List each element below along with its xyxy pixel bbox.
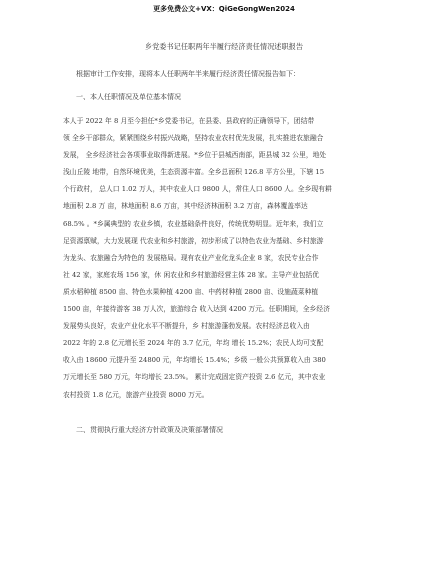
promo-banner: 更多免费公文+VX：QiGeGongWen2024 (153, 5, 295, 13)
body-line: 为龙头、农旅融合为特色的 发展格局。现有农业产业化龙头企业 8 家，农民专业合作 (63, 253, 319, 262)
body-line: 发展势头良好，农业产业化水平不断提升，乡 村旅游蓬勃发展。农村经济总收入由 (63, 322, 310, 331)
body-line: 收入由 18600 元提升至 24800 元，年均增长 15.4%；乡级 一般公共预算收入由 380 (63, 356, 326, 365)
body-line: 地面积 2.8 万 亩，林地面积 8.6 万亩，其中经济林面积 3.2 万亩，森林覆盖率达 (63, 202, 308, 211)
body-line: 社 42 家，家庭农场 156 家，休 闲农业和乡村旅游经营主体 28 家。主导产业包括优 (63, 270, 320, 279)
body-line: 质水稻种植 8500 亩、特色水果种植 4200 亩、中药材种植 2800 亩、设施蔬菜种植 (63, 287, 319, 296)
section-1-body (63, 113, 393, 404)
body-line: 68.5% 。*乡属典型的 农业乡镇，农业基础条件良好，传统优势明显。近年来，我们立 (63, 219, 324, 228)
body-line: 发展， 全乡经济社会各项事业取得新进展。*乡位于县城西南部，距县城 32 公里，地处 (63, 151, 327, 160)
section-1-heading: 一、本人任职情况及单位基本情况 (76, 93, 181, 101)
section-2-heading: 二、贯彻执行重大经济方针政策及决策部署情况 (76, 426, 223, 434)
body-line: 浅山丘陵 地带，自然环境优美，生态资源丰富。全乡总面积 126.8 平方公里，下辖 15 (63, 168, 325, 177)
body-line: 1500 亩，年接待游客 38 万人次，旅游综合 收入达到 4200 万元。任职期间，全乡经济 (63, 305, 330, 314)
intro-paragraph: 根据审计工作安排，现将本人任职两年半来履行经济责任情况报告如下： (76, 70, 300, 78)
body-line: 2022 年的 2.8 亿元增长至 2024 年的 3.7 亿元，年均 增长 15.2%；农民人均可支配 (63, 339, 324, 348)
body-line: 万元增长至 580 万元，年均增长 23.5%。 累计完成固定资产投资 2.6 亿元，其中农业 (63, 373, 326, 382)
body-line: 本人于 2022 年 8 月至今担任*乡党委书记，在县委、县政府的正确领导下，团结带 (63, 117, 315, 125)
body-line: 足资源禀赋，大力发展现 代农业和乡村旅游，初步形成了以特色农业为基础、乡村旅游 (63, 236, 324, 245)
document-title: 乡党委书记任职两年半履行经济责任情况述职报告 (144, 42, 304, 51)
body-line: 个行政村， 总人口 1.02 万人，其中农业人口 9800 人，常住人口 8600 人。全乡现有耕 (63, 185, 332, 194)
body-line: 领 全乡干部群众，紧紧围绕乡村振兴战略，坚持农业农村优先发展，扎实推进农旅融合 (63, 134, 324, 143)
body-line: 农村投资 1.8 亿元，旅游产业投资 8000 万元。 (63, 390, 209, 399)
